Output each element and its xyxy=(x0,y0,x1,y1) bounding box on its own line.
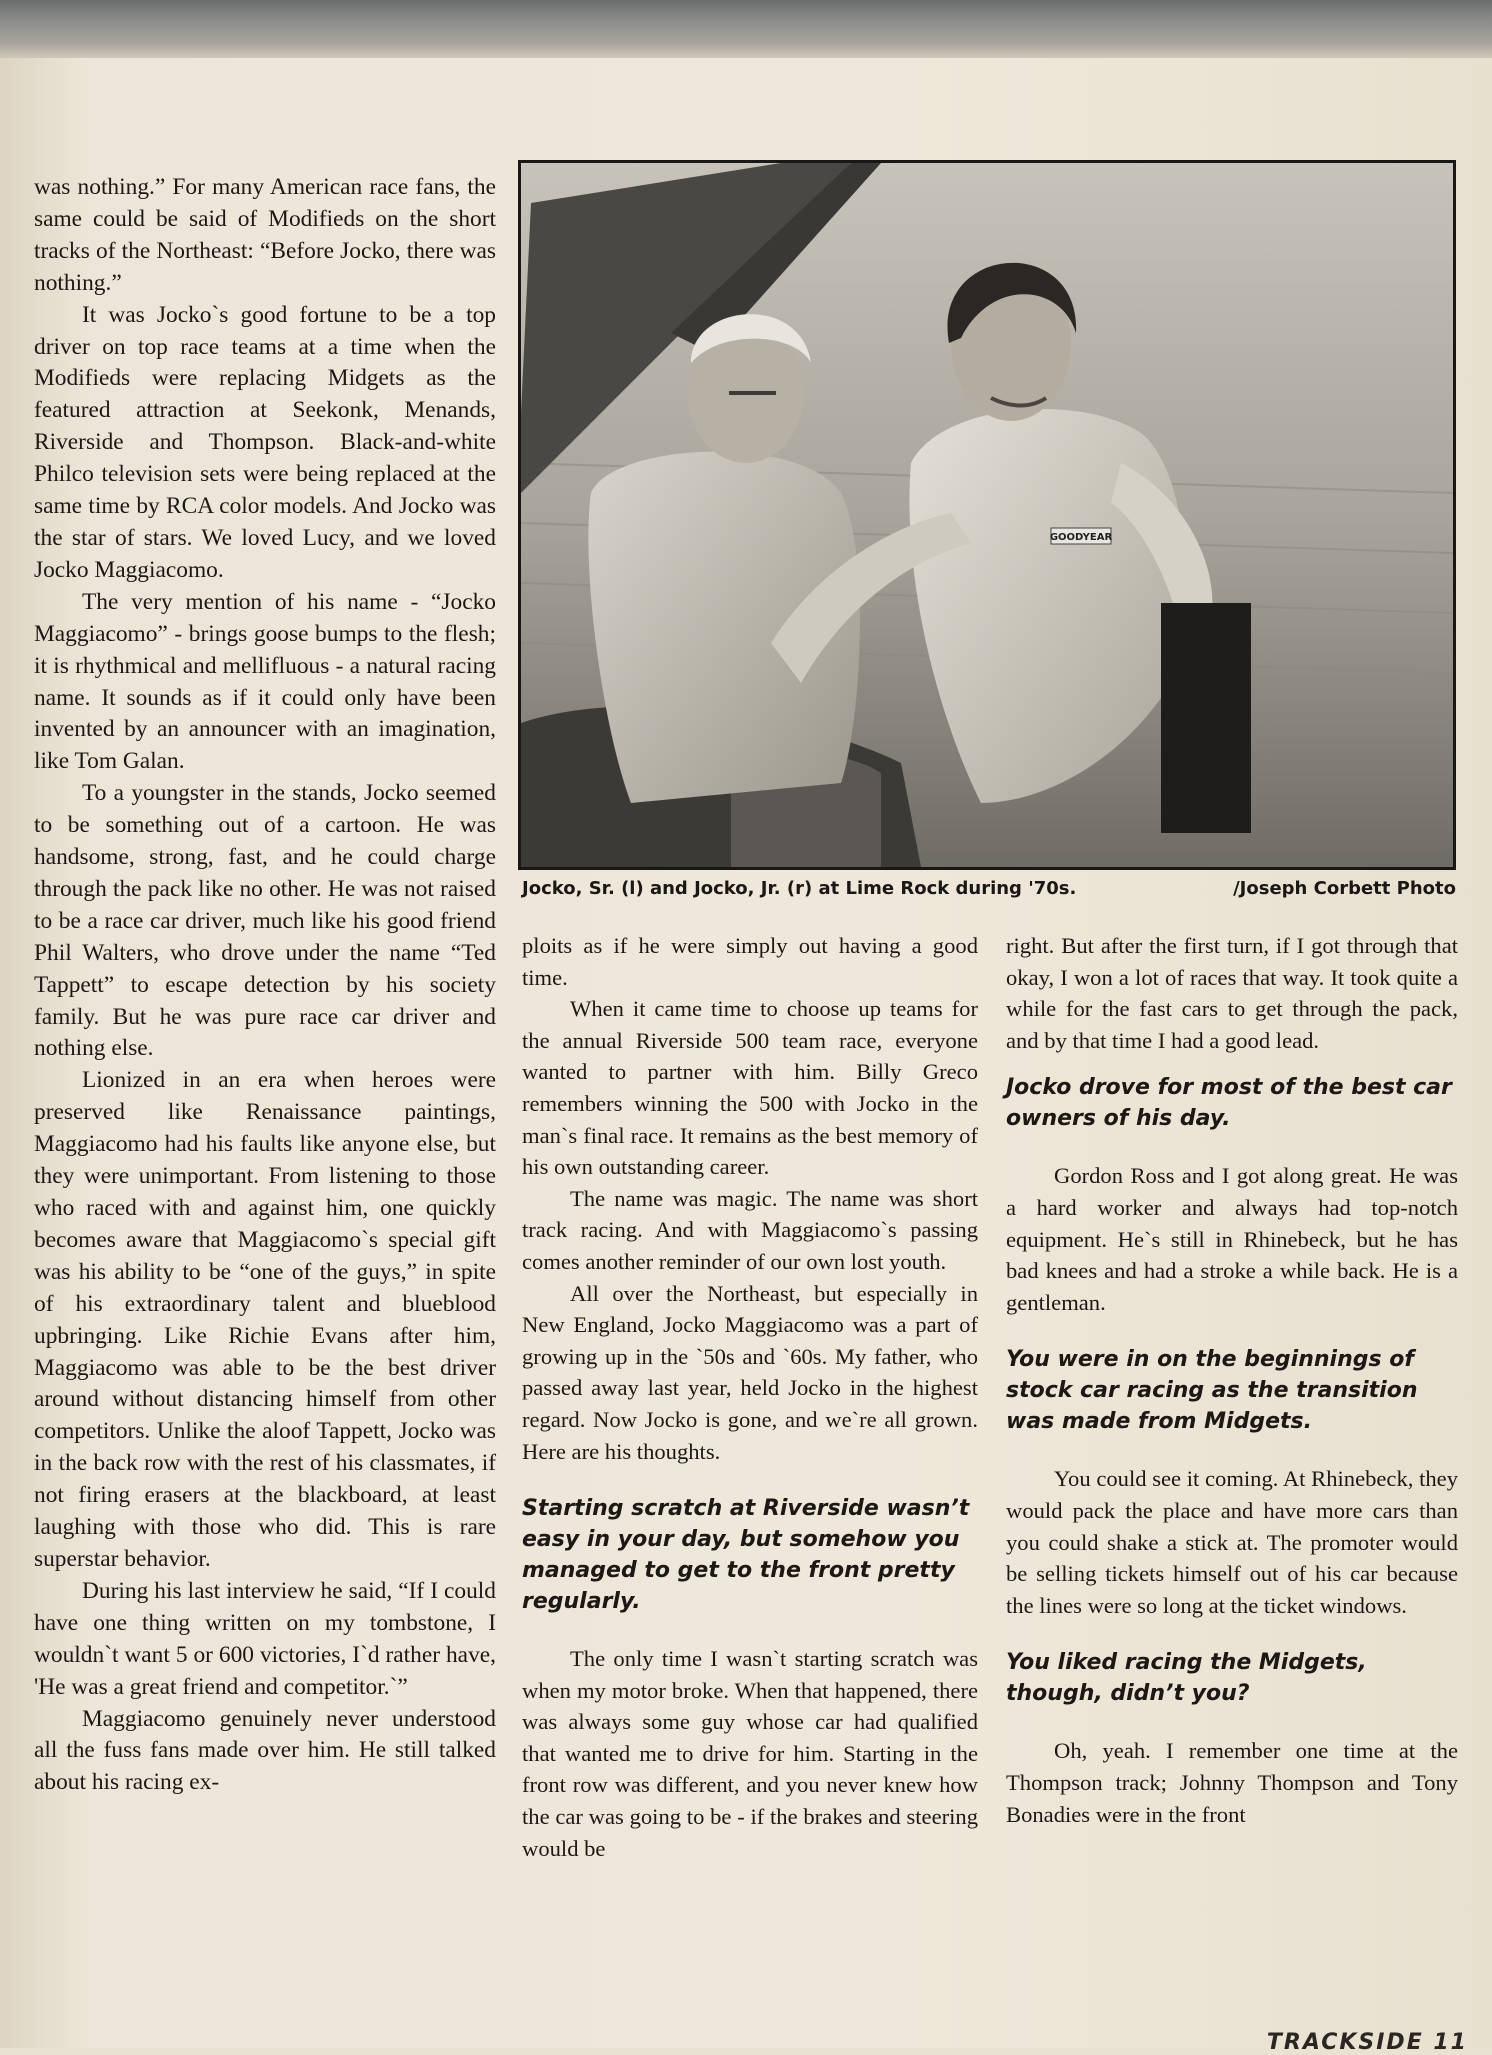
scanner-top-edge xyxy=(0,0,1492,58)
article-photo xyxy=(518,160,1456,870)
paragraph: All over the Northeast, but especially in New England, Jocko Maggiacomo was a part of growing up in the `50s and `60s. My father, who passed away last year, held Jocko in the highest regard. Now Jocko is gone, and we`re all grown. Here are his thoughts. xyxy=(522,1280,978,1464)
interview-question: Jocko drove for most of the best car owners of his day. xyxy=(1006,1075,1452,1132)
paragraph: It was Jocko`s good fortune to be a top driver on top race teams at a time when the Modifieds were replacing Midgets as the featured attraction at Seekonk, Menands, Riverside and Thompson. Black-and-white Philco television sets were being replaced at the same time by RCA color models. And Jocko was the star of stars. We loved Lucy, and we loved Jocko Maggiacomo. xyxy=(34,301,496,583)
paragraph: When it came time to choose up teams for the annual Riverside 500 team race, everyone wanted to partner with him. Billy Greco remembers winning the 500 with Jocko in the man`s final race. It remains as the best memory of his own outstanding career. xyxy=(522,996,978,1180)
goodyear-patch: GOODYEAR xyxy=(1049,532,1113,543)
interview-answer: Gordon Ross and I got along great. He was a hard worker and always had top-notch equipment. He`s still in Rhinebeck, but he has bad knees and had a stroke a while back. He is a gentleman. xyxy=(1006,1163,1458,1315)
photo-caption-row xyxy=(522,873,1456,903)
article-column-2 xyxy=(522,930,978,1864)
paragraph: The name was magic. The name was short track racing. And with Maggiacomo`s passing comes another reminder of our own lost youth. xyxy=(522,1185,978,1274)
paragraph: ploits as if he were simply out having a good time. xyxy=(522,933,978,990)
paragraph: The very mention of his name - “Jocko Maggiacomo” - brings goose bumps to the flesh; it is rhythmical and mellifluous - a natural racing name. It sounds as if it could only have been invented by an announcer with an imagination, like Tom Galan. xyxy=(34,588,496,775)
photo-caption: Jocko, Sr. (l) and Jocko, Jr. (r) at Lime Rock during '70s. xyxy=(522,877,1077,899)
paragraph: During his last interview he said, “If I could have one thing written on my tombstone, I wouldn`t want 5 or 600 victories, I`d rather have, 'He was a great friend and competitor.`” xyxy=(34,1577,496,1700)
photo-credit: /Joseph Corbett Photo xyxy=(1233,877,1456,899)
interview-answer: The only time I wasn`t starting scratch was when my motor broke. When that happened, there was always some guy whose car had qualified that wanted me to drive for him. Starting in the front row was different, and you never knew how the car was going to be - if the brakes and steering would be xyxy=(522,1646,978,1861)
paragraph: was nothing.” For many American race fans, the same could be said of Modifieds on the short tracks of the Northeast: “Before Jocko, there was nothing.” xyxy=(34,174,496,296)
paragraph: Maggiacomo genuinely never understood all the fuss fans made over him. He still talked about his racing ex- xyxy=(34,1705,496,1796)
page-footer: TRACKSIDE 11 xyxy=(1266,2030,1468,2055)
interview-question: You liked racing the Midgets, though, didn’t you? xyxy=(1006,1650,1367,1707)
paragraph: To a youngster in the stands, Jocko seemed to be something out of a cartoon. He was handsome, strong, fast, and he could charge through the pack like no other. He was not raised to be a race car driver, much like his good friend Phil Walters, who drove under the name “Ted Tappett” to escape detection by his society family. But he was pure race car driver and nothing else. xyxy=(34,780,496,1062)
interview-question: Starting scratch at Riverside wasn’t easy in your day, but somehow you managed to get to the front pretty regularly. xyxy=(522,1496,970,1615)
article-column-3 xyxy=(1006,930,1458,1830)
article-column-1 xyxy=(34,172,496,1799)
paragraph: right. But after the first turn, if I got through that okay, I won a lot of races that way. It took quite a while for the fast cars to get through the pack, and by that time I had a good lead. xyxy=(1006,933,1458,1053)
interview-question: You were in on the beginnings of stock car racing as the transition was made from Midgets. xyxy=(1006,1347,1418,1435)
paragraph: Lionized in an era when heroes were preserved like Renaissance paintings, Maggiacomo had his faults like anyone else, but they were unimportant. From listening to those who raced with and against him, one quickly becomes aware that Maggiacomo`s special gift was his ability to be “one of the guys,” in spite of his extraordinary talent and blueblood upbringing. Like Richie Evans after him, Maggiacomo was able to be the best driver around without distancing himself from other competitors. Unlike the aloof Tappett, Jocko was in the back row with the rest of his classmates, if not firing erasers at the blackboard, at least laughing with those who did. This is rare superstar behavior. xyxy=(34,1067,496,1572)
interview-answer: You could see it coming. At Rhinebeck, they would pack the place and have more cars than you could shake a stick at. The promoter would be selling tickets himself out of his car because the lines were so long at the ticket windows. xyxy=(1006,1466,1458,1618)
interview-answer: Oh, yeah. I remember one time at the Thompson track; Johnny Thompson and Tony Bonadies were in the front xyxy=(1006,1738,1458,1827)
